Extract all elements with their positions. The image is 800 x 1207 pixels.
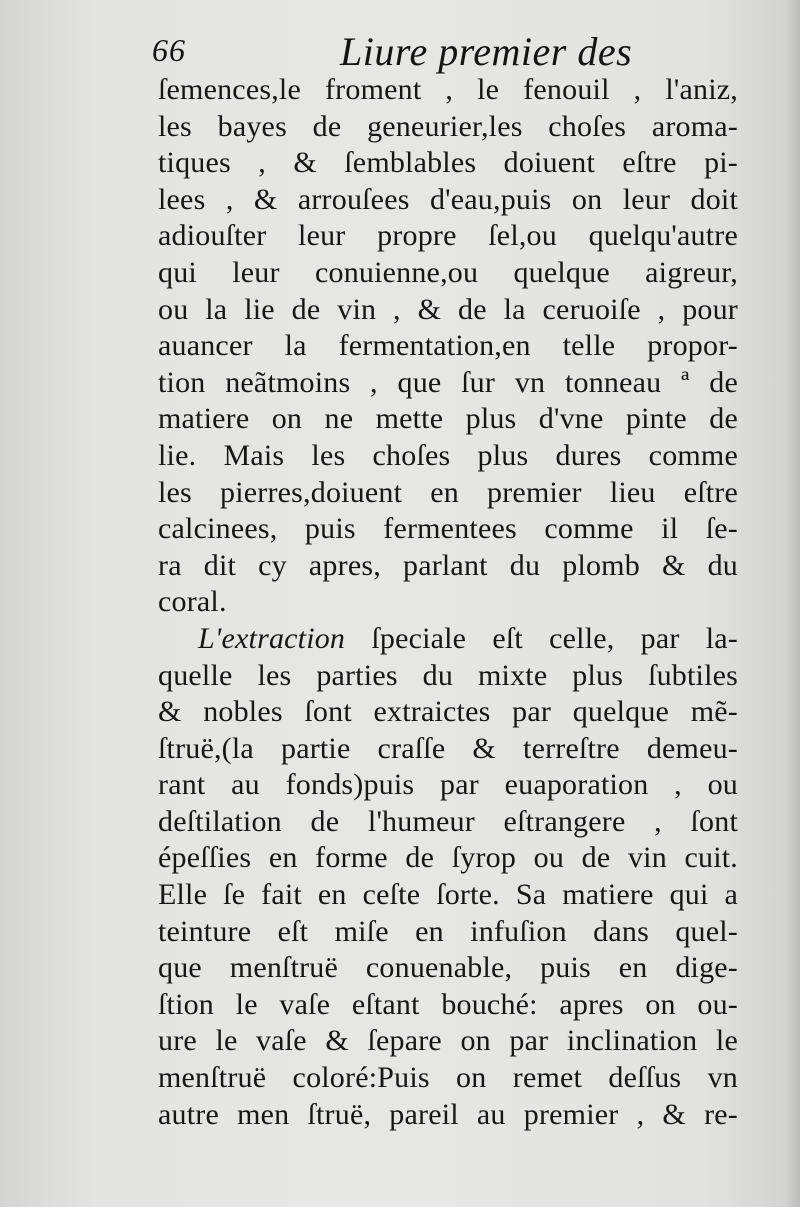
text-line: épeſſies en forme de ſyrop ou de vin cuit. [158, 841, 738, 875]
body-text [158, 72, 738, 1133]
text-line: ſtruë,(la partie craſſe & terreſtre demeu- [158, 731, 738, 765]
text-line: ou la lie de vin , & de la ceruoiſe , pour [158, 292, 738, 326]
text-line: auancer la fermentation,en telle propor- [158, 329, 738, 363]
text-line: lie. Mais les choſes plus dures comme [158, 438, 738, 472]
text-line: rant au fonds)puis par euaporation , ou [158, 768, 738, 802]
text-line: calcinees, puis fermentees comme il ſe- [158, 512, 738, 546]
running-title: Liure premier des [340, 29, 633, 74]
page-edge-shadow [786, 0, 800, 1207]
text-line: teinture eſt miſe en infuſion dans quel- [158, 914, 738, 948]
page-number: 66 [152, 32, 186, 68]
paragraph-start-line [158, 621, 738, 658]
text-line: que menſtruë conuenable, puis en dige- [158, 951, 738, 985]
text-line: quelle les parties du mixte plus ſubtiles [158, 658, 738, 692]
text-line: coral. [158, 585, 227, 619]
italic-term: L'extraction [198, 621, 346, 655]
text-line: & nobles ſont extraictes par quelque mẽ- [158, 695, 738, 729]
text-line: Elle ſe fait en ceſte ſorte. Sa matiere qui a [158, 878, 738, 912]
text-line: ſemences,le froment , le fenouil , l'aniz, [158, 73, 738, 106]
text-line: ſtion le vaſe eſtant bouché: apres on ou- [158, 987, 738, 1021]
text-line: qui leur conuienne,ou quelque aigreur, [158, 255, 738, 289]
text-line: menſtruë coloré:Puis on remet deſſus vn [158, 1061, 738, 1095]
text-line: les bayes de geneurier,les choſes aroma- [158, 109, 738, 143]
text-line: les pierres,doiuent en premier lieu eſtre [158, 475, 738, 509]
text-line: tiques , & ſemblables doiuent eſtre pi- [158, 146, 738, 180]
text-line: deſtilation de l'humeur eſtrangere , ſont [158, 804, 738, 838]
text-line: matiere on ne mette plus d'vne pinte de [158, 402, 738, 436]
text-line: tion neãtmoins , que ſur vn tonneau ª de [158, 365, 738, 399]
text-fragment: ſpeciale eſt celle, par la- [345, 621, 738, 655]
text-line: adiouſter leur propre ſel,ou quelqu'autre [158, 219, 738, 253]
text-line: autre men ſtruë, pareil au premier , & re- [158, 1097, 738, 1131]
text-line: ure le vaſe & ſepare on par inclination le [158, 1024, 738, 1058]
text-line: lees , & arrouſees d'eau,puis on leur doit [158, 182, 738, 216]
text-line: ra dit cy apres, parlant du plomb & du [158, 548, 738, 582]
